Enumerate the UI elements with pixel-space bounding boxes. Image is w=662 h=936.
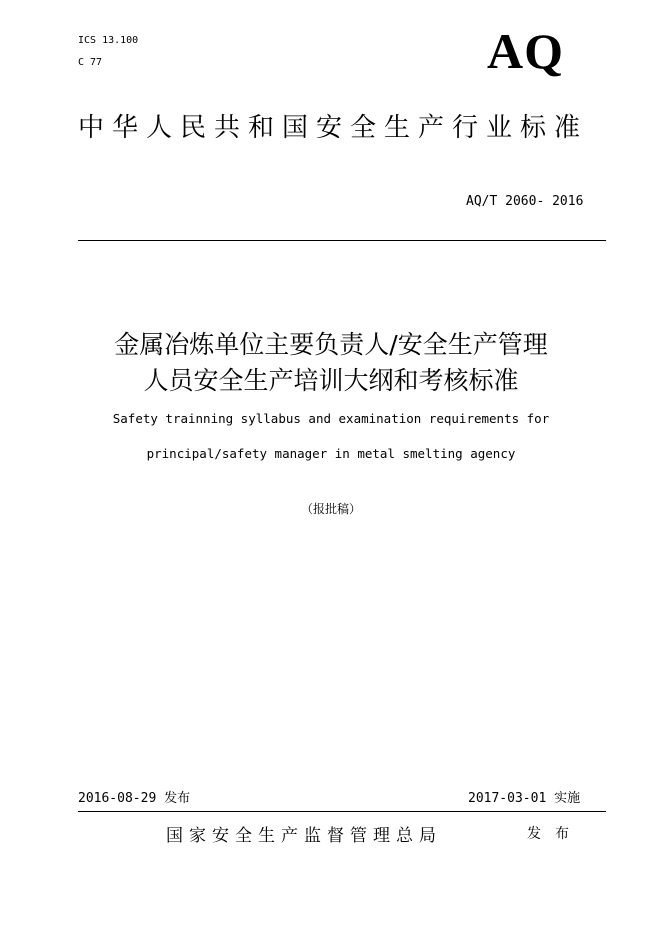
top-divider: [78, 240, 606, 241]
publish-label: 发布: [527, 826, 583, 842]
issue-date: 2016-08-29 发布: [78, 791, 191, 806]
bottom-divider: [78, 811, 606, 812]
document-title-zh-line1: 金属冶炼单位主要负责人/安全生产管理: [114, 330, 548, 359]
draft-status: （报批稿）: [300, 502, 361, 516]
implementation-date: 2017-03-01 实施: [468, 791, 581, 806]
ccs-code: C 77: [78, 57, 103, 68]
issuing-authority: 国家安全生产监督管理总局: [166, 826, 442, 846]
standard-number: AQ/T 2060- 2016: [466, 194, 584, 209]
industry-standard-title: 中华人民共和国安全生产行业标准: [78, 113, 589, 143]
document-title-zh-line2: 人员安全生产培训大纲和考核标准: [143, 366, 519, 395]
document-title-en-line1: Safety trainning syllabus and examination requirements for: [112, 411, 550, 426]
aq-logo: AQ: [487, 23, 564, 79]
document-title-en-line2: principal/safety manager in metal smelting agency: [146, 446, 516, 461]
ics-code: ICS 13.100: [78, 35, 139, 46]
